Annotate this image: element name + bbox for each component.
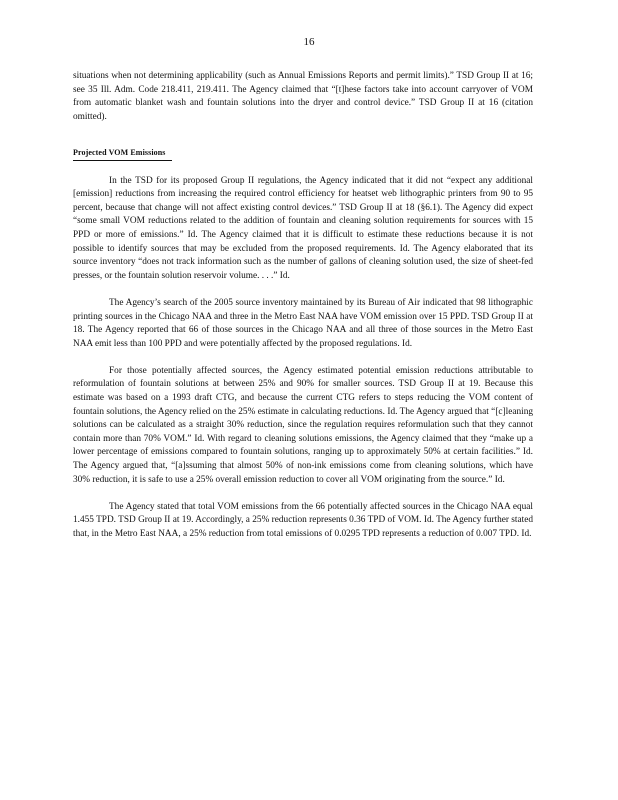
paragraph-continuation: situations when not determining applicability (such as Annual Emissions Reports and permit limits).” TSD Group II at 16; see 35 Ill. Adm. Code 218.411, 219.411. The Agency claimed that “[t]hese factors take into account carryover of VOM from automatic blanket wash and fountain solutions into the dryer and control device.” TSD Group II at 16 (citation omitted). bbox=[73, 71, 533, 122]
page-body bbox=[73, 70, 533, 555]
paragraph-total-emissions: The Agency stated that total VOM emissions from the 66 potentially affected sources in the Chicago NAA equal 1.455 TPD. TSD Group II at 19. Accordingly, a 25% reduction represents 0.36 TPD of VOM. Id. The Agency further stated that, in the Metro East NAA, a 25% reduction from total emissions of 0.0295 TPD represents a reduction of 0.007 TPD. Id. bbox=[73, 501, 533, 539]
paragraph-emission-estimates: For those potentially affected sources, the Agency estimated potential emission reductions attributable to reformulation of fountain solutions at between 25% and 90% for smaller sources. TSD Group II at 19. Because this estimate was based on a 1993 draft CTG, and because the current CTG refers to steps reducing the VOM content of fountain solutions, the Agency relied on the 25% estimate in calculating reductions. Id. The Agency argued that “[c]leaning solutions can be calculated as a straight 30% reduction, since the regulation requires reformulation such that they cannot contain more than 70% VOM.” Id. With regard to cleaning solutions emissions, the Agency claimed that they “make up a lower percentage of emissions compared to fountain solutions, ranging up to approximately 50% at certain facilities.” Id. The Agency argued that, “[a]ssuming that almost 50% of non-ink emissions come from cleaning solutions, which have 30% reduction, it is safe to use a 25% overall emission reduction to cover all VOM originating from the source.” Id. bbox=[73, 365, 533, 485]
page-number: 16 bbox=[303, 36, 315, 48]
section-heading: Projected VOM Emissions bbox=[73, 146, 172, 161]
paragraph-tsd-reductions: In the TSD for its proposed Group II regulations, the Agency indicated that it did not “expect any additional [emission] reductions from increasing the required control efficiency for heatset web lithographic printers from 90 to 95 percent, because that change will not affect existing control devices.” TSD Group II at 18 (§6.1). The Agency did expect “some small VOM reductions related to the addition of fountain and cleaning solution requirements for sources with 15 PPD or more of emissions.” Id. The Agency claimed that it is difficult to estimate these reductions because it is not possible to identify sources that may be excluded from the proposed requirements. Id. The Agency elaborated that its source inventory “does not track information such as the number of gallons of cleaning solution used, the size of sheet-fed presses, or the fountain solution reservoir volume. . . .” Id. bbox=[73, 175, 533, 281]
paragraph-source-inventory: The Agency’s search of the 2005 source inventory maintained by its Bureau of Air indicated that 98 lithographic printing sources in the Chicago NAA and three in the Metro East NAA have VOM emission over 15 PPD. TSD Group II at 18. The Agency reported that 66 of those sources in the Chicago NAA and all three of those sources in the Metro East NAA emit less than 100 PPD and were potentially affected by the proposed regulations. Id. bbox=[73, 297, 533, 349]
